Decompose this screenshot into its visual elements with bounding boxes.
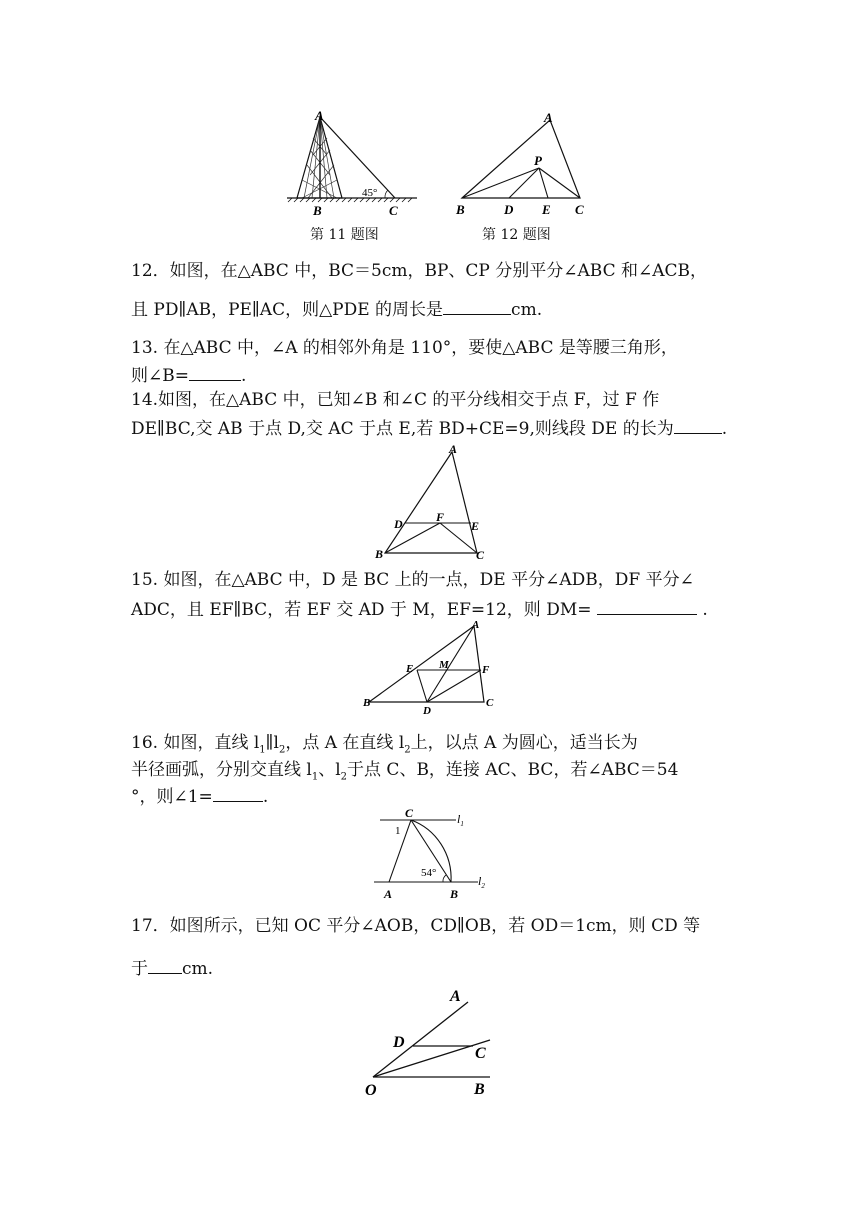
q14-line2-post: . [721,419,728,439]
q16-line1-b: ∥l [265,733,279,753]
fig14-label-F: F [436,510,445,524]
fig14-label-C: C [476,548,485,562]
q12-line2-post: cm. [511,300,543,320]
q15-line1: 15. 如图，在△ABC 中，D 是 BC 上的一点，DE 平分∠ADB，DF 平分∠ [131,570,694,590]
fig11-label-C: C [389,203,398,218]
figure-17 [360,985,510,1100]
fig16-label-l1: $l_1$ [457,812,464,828]
q13-answer-blank[interactable] [189,364,241,381]
q14-answer-blank[interactable] [674,417,722,434]
fig17-label-O: O [365,1082,377,1099]
q16-line1-sub2: 2 [278,744,286,756]
fig15-label-E: E [406,663,414,675]
fig15-label-F: F [482,664,490,676]
fig17-label-B: B [474,1081,485,1098]
q13-line2 [131,364,731,387]
q13-line2-pre: 则∠B= [131,366,189,386]
q16-answer-blank[interactable] [213,785,263,802]
figure-12 [452,108,602,223]
q14-line2 [131,417,731,440]
fig11-label-B: B [313,203,322,218]
q16-line2-b: 、l [318,760,341,780]
q15-line2-pre: ADC，且 EF∥BC，若 EF 交 AD 于 M，EF=12，则 DM= [131,600,592,620]
q16-line1-d: 上，以点 A 为圆心，适当长为 [410,733,638,753]
figure-16 [374,805,504,900]
q16-line2-sub2: 2 [340,771,348,783]
q15-answer-blank[interactable] [597,598,697,615]
q17-answer-blank[interactable] [148,957,182,974]
fig15-label-C: C [486,697,494,709]
q12-line2-pre: 且 PD∥AB，PE∥AC，则△PDE 的周长是 [131,300,444,320]
fig16-label-B: B [450,887,459,901]
fig12-label-P: P [534,153,542,168]
fig14-label-D: D [394,517,403,531]
fig17-label-C: C [475,1045,486,1062]
q14-line2-pre: DE∥BC,交 AB 于点 D,交 AC 于点 E,若 BD+CE=9,则线段 DE 的长为 [131,419,674,439]
q16-line1-sub1: 1 [259,744,266,756]
q16-line3-pre: °，则∠1= [131,787,213,807]
q15-line2-post: . [702,600,708,620]
fig15-label-D: D [423,705,431,717]
fig14-label-B: B [375,547,384,561]
q16-line1-a: 16. 如图，直线 l [131,733,260,753]
q13-line2-post: . [240,366,247,386]
q16-line1-sub3: 2 [404,744,411,756]
q16-line2 [131,759,731,788]
fig14-label-A: A [449,442,458,456]
fig12-label-B: B [456,202,465,217]
q17-line1: 17．如图所示，已知 OC 平分∠AOB，CD∥OB，若 OD＝1cm，则 CD 等 [131,916,701,936]
fig11-label-A: A [315,108,324,123]
q16-line1-c: ，点 A 在直线 l [285,733,405,753]
q16-line3-post: . [262,787,269,807]
fig12-label-E: E [542,202,551,217]
fig15-label-M: M [439,659,449,671]
fig16-label-l2: $l_2$ [478,874,485,890]
q17-line2-post: cm. [182,959,214,979]
q12-line1: 12．如图，在△ABC 中，BC＝5cm，BP、CP 分别平分∠ABC 和∠ACB， [131,261,708,281]
fig12-caption: 第 12 题图 [482,227,551,243]
q16-line1 [131,732,731,761]
fig16-angle-label: 54° [421,867,437,879]
q17-line2 [131,957,731,980]
figure-15 [360,618,510,718]
q14-line1: 14.如图，在△ABC 中，已知∠B 和∠C 的平分线相交于点 F，过 F 作 [131,390,660,410]
fig12-label-C: C [575,202,584,217]
q17-line2-pre: 于 [131,959,148,979]
fig14-label-E: E [471,519,480,533]
q12-answer-blank[interactable] [443,298,511,315]
figure-14 [370,442,500,567]
fig12-label-A: A [544,110,553,125]
q13-line1: 13. 在△ABC 中，∠A 的相邻外角是 110°，要使△ABC 是等腰三角形， [131,338,678,358]
fig16-label-A: A [384,887,393,901]
fig11-caption: 第 11 题图 [310,227,379,243]
fig12-label-D: D [504,202,514,217]
fig16-label-C: C [405,806,414,820]
fig11-angle-label: 45° [362,187,378,199]
fig16-label-angle1: 1 [395,825,401,837]
fig15-label-B: B [363,697,371,709]
q16-line2-a: 半径画弧，分别交直线 l [131,760,312,780]
fig17-label-A: A [450,988,461,1005]
q16-line2-sub1: 1 [311,771,319,783]
fig17-label-D: D [393,1034,405,1051]
fig15-label-A: A [472,619,480,631]
q12-line2 [131,298,731,321]
q16-line2-c: 于点 C、B，连接 AC、BC，若∠ABC＝54 [347,760,679,780]
